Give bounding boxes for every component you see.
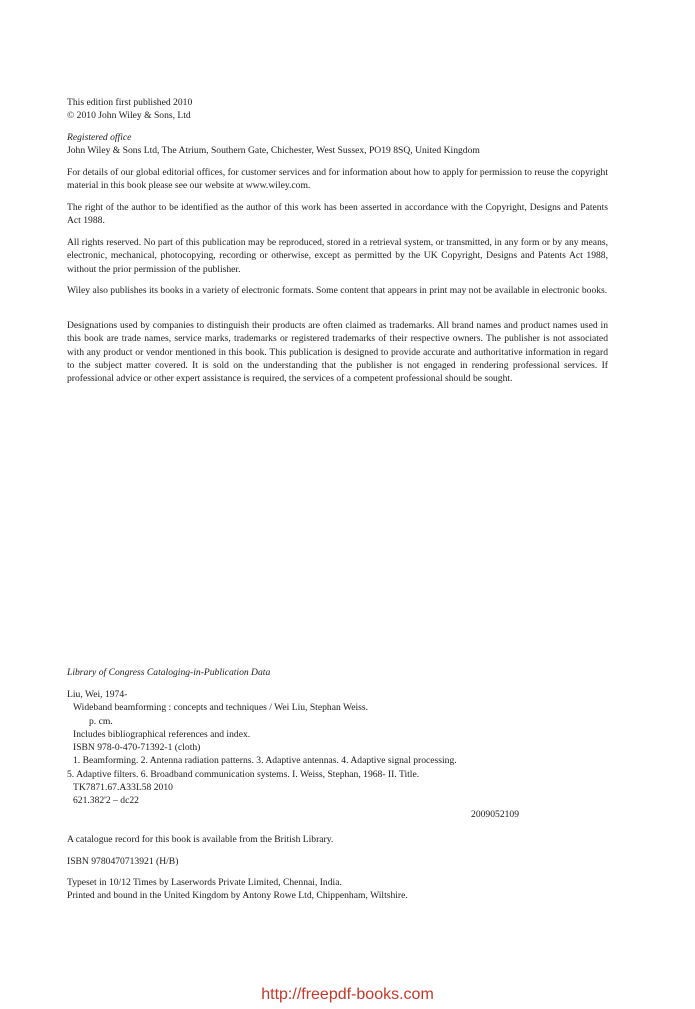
cip-author: Liu, Wei, 1974- xyxy=(67,689,128,700)
british-library-line: A catalogue record for this book is available from the British Library. xyxy=(67,834,334,845)
typeset-line: Typeset in 10/12 Times by Laserwords Private Limited, Chennai, India. xyxy=(67,877,342,888)
cip-call-number: TK7871.67.A33L58 2010 xyxy=(73,782,173,794)
cip-subjects-1: 1. Beamforming. 2. Antenna radiation patterns. 3. Adaptive antennas. 4. Adaptive signal processing. xyxy=(73,755,457,767)
details-paragraph: For details of our global editorial offices, for customer services and for information about how to apply for permission to reuse the copyright material in this book please see our website at www.wiley.com. xyxy=(67,167,608,192)
author-right-block xyxy=(67,201,608,228)
edition-block xyxy=(67,96,608,123)
printed-line: Printed and bound in the United Kingdom by Antony Rowe Ltd, Chippenham, Wiltshire. xyxy=(67,890,408,902)
electronic-formats-paragraph: Wiley also publishes its books in a variety of electronic formats. Some content that appears in print may not be available in electronic books. xyxy=(67,285,608,296)
registered-office-block xyxy=(67,131,608,158)
cip-lccn: 2009052109 xyxy=(471,808,519,820)
cip-heading-block xyxy=(67,666,519,679)
rights-reserved-paragraph: All rights reserved. No part of this publication may be reproduced, stored in a retrieval system, or transmitted, in any form or by any means, electronic, mechanical, photocopying, recording or otherwise, except as permitted by the UK Copyright, Designs and Patents Act 1988, without the prior permission of the publisher. xyxy=(67,237,608,275)
footer-website-link[interactable]: http://freepdf-books.com xyxy=(261,986,434,1003)
details-paragraph-block xyxy=(67,166,608,193)
trademarks-paragraph: Designations used by companies to distinguish their products are often claimed as trademarks. All brand names and product names used in this book are trade names, service marks, trademarks or registered trademarks of their respective owners. The publisher is not associated with any product or vendor mentioned in this book. This publication is designed to provide accurate and authoritative information in regard to the subject matter covered. It is sold on the understanding that the publisher is not engaged in rendering professional services. If professional advice or other expert assistance is required, the services of a competent professional should be sought. xyxy=(67,320,608,385)
british-library-block xyxy=(67,833,608,846)
cip-pages: p. cm. xyxy=(89,715,113,727)
electronic-formats-block xyxy=(67,284,608,297)
isbn-hb-block xyxy=(67,855,608,868)
registered-office-heading: Registered office xyxy=(67,132,132,143)
first-published-line: This edition first published 2010 xyxy=(67,97,193,108)
cip-heading: Library of Congress Cataloging-in-Publication Data xyxy=(67,667,271,678)
cip-subjects-2: 5. Adaptive filters. 6. Broadband communication systems. I. Weiss, Stephan, 1968- II. Title. xyxy=(67,768,420,780)
rights-reserved-block xyxy=(67,236,608,276)
cip-record xyxy=(67,688,519,821)
registered-office-address: John Wiley & Sons Ltd, The Atrium, Southern Gate, Chichester, West Sussex, PO19 8SQ, United Kingdom xyxy=(67,145,480,157)
production-block xyxy=(67,876,608,903)
isbn-hb-line: ISBN 9780470713921 (H/B) xyxy=(67,856,179,867)
cip-dewey: 621.382'2 – dc22 xyxy=(73,795,139,807)
author-right-paragraph: The right of the author to be identified as the author of this work has been asserted in accordance with the Copyright, Designs and Patents Act 1988. xyxy=(67,202,608,227)
cip-bibliography: Includes bibliographical references and index. xyxy=(73,728,251,740)
cip-title: Wideband beamforming : concepts and techniques / Wei Liu, Stephan Weiss. xyxy=(73,702,369,714)
trademarks-block xyxy=(67,319,608,385)
copyright-line: © 2010 John Wiley & Sons, Ltd xyxy=(67,110,191,122)
cip-isbn: ISBN 978-0-470-71392-1 (cloth) xyxy=(73,742,201,754)
